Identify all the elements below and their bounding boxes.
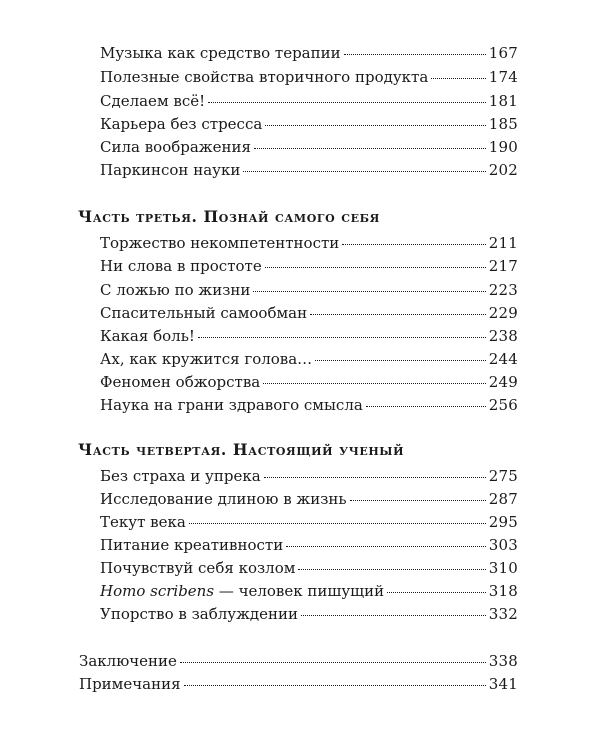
dot-leader <box>198 325 486 338</box>
toc-entry-title: Ах, как кружится голова… <box>100 350 313 368</box>
dot-leader <box>208 90 486 103</box>
dot-leader <box>189 511 486 524</box>
toc-entry <box>100 160 518 180</box>
toc-entry-title <box>100 581 384 601</box>
toc-entry <box>100 535 518 555</box>
toc-entry-page: 190 <box>488 138 518 156</box>
toc-entry-title: Полезные свойства вторичного продукта <box>100 68 429 86</box>
toc-entry <box>100 466 518 486</box>
toc-entry-title: Музыка как средство терапии <box>100 44 341 62</box>
toc-entry <box>100 326 518 346</box>
toc-entry <box>79 651 518 671</box>
toc-entry-page: 174 <box>488 68 518 86</box>
toc-entry <box>100 395 518 415</box>
part-four-heading: Часть четвертая. Настоящий ученый <box>78 440 405 459</box>
toc-entry-title: С ложью по жизни <box>100 281 251 299</box>
toc-entry <box>100 604 518 624</box>
toc-entry-title-italic: Homo scribens <box>100 582 215 600</box>
toc-entry-title: Какая боль! <box>100 327 195 345</box>
toc-entry-page: 310 <box>488 559 518 577</box>
toc-entry <box>100 280 518 300</box>
toc-entry-page: 256 <box>488 396 518 414</box>
part-three-heading: Часть третья. Познай самого себя <box>78 207 380 226</box>
toc-entry-page: 167 <box>488 44 518 62</box>
toc-entry-page: 229 <box>488 304 518 322</box>
toc-entry-page: 332 <box>488 605 518 623</box>
dot-leader <box>366 394 486 407</box>
toc-entry <box>100 67 518 87</box>
dot-leader <box>184 673 486 686</box>
toc-entry <box>100 137 518 157</box>
dot-leader <box>342 232 485 245</box>
toc-entry <box>100 43 518 63</box>
toc-entry <box>100 349 518 369</box>
dot-leader <box>301 603 486 616</box>
dot-leader <box>431 66 485 79</box>
toc-entry <box>100 489 518 509</box>
toc-entry-page: 217 <box>488 257 518 275</box>
dot-leader <box>180 650 486 663</box>
toc-entry-page: 202 <box>488 161 518 179</box>
toc-entry-title: Без страха и упрека <box>100 467 261 485</box>
toc-entry-page: 238 <box>488 327 518 345</box>
toc-entry-page: 244 <box>488 350 518 368</box>
toc-entry-page: 211 <box>488 234 518 252</box>
toc-entry <box>100 372 518 392</box>
toc-entry-title: Ни слова в простоте <box>100 257 262 275</box>
toc-entry-page: 185 <box>488 115 518 133</box>
toc-entry-page: 303 <box>488 536 518 554</box>
toc-entry <box>100 581 518 601</box>
dot-leader <box>286 534 486 547</box>
dot-leader <box>315 348 486 361</box>
toc-entry-page: 341 <box>488 675 518 693</box>
toc-entry <box>100 91 518 111</box>
toc-entry-page: 287 <box>488 490 518 508</box>
toc-entry-title: Текут века <box>100 513 186 531</box>
toc-entry-title: Заключение <box>79 652 177 670</box>
toc-entry-title: Питание креативности <box>100 536 284 554</box>
toc-entry-page: 295 <box>488 513 518 531</box>
toc-entry <box>100 233 518 253</box>
toc-entry-title-rest: — человек пишущий <box>214 582 385 600</box>
toc-entry-page: 318 <box>488 582 518 600</box>
toc-entry-title: Сила воображения <box>100 138 251 156</box>
toc-entry-page: 275 <box>488 467 518 485</box>
dot-leader <box>264 465 486 478</box>
dot-leader <box>253 279 485 292</box>
toc-entry-title: Наука на грани здравого смысла <box>100 396 363 414</box>
dot-leader <box>263 371 486 384</box>
dot-leader <box>350 488 486 501</box>
toc-entry <box>100 303 518 323</box>
toc-entry-title: Карьера без стресса <box>100 115 263 133</box>
dot-leader <box>265 255 486 268</box>
toc-entry-title: Упорство в заблуждении <box>100 605 299 623</box>
toc-entry-page: 181 <box>488 92 518 110</box>
toc-entry-title: Почувствуй себя козлом <box>100 559 296 577</box>
toc-entry-title: Торжество некомпетентности <box>100 234 340 252</box>
toc-entry <box>100 256 518 276</box>
toc-entry <box>100 512 518 532</box>
toc-entry <box>100 558 518 578</box>
toc-entry <box>100 114 518 134</box>
dot-leader <box>344 42 486 55</box>
toc-entry-title: Феномен обжорства <box>100 373 261 391</box>
toc-entry-title: Паркинсон науки <box>100 161 241 179</box>
toc-entry-title: Спасительный самообман <box>100 304 308 322</box>
toc-entry <box>79 674 518 694</box>
toc-entry-page: 249 <box>488 373 518 391</box>
toc-entry-page: 223 <box>488 281 518 299</box>
dot-leader <box>265 113 485 126</box>
dot-leader <box>298 557 485 570</box>
dot-leader <box>310 302 486 315</box>
dot-leader <box>387 580 486 593</box>
toc-entry-title: Примечания <box>79 675 181 693</box>
dot-leader <box>243 159 485 172</box>
toc-entry-title: Исследование длиною в жизнь <box>100 490 347 508</box>
toc-entry-page: 338 <box>488 652 518 670</box>
dot-leader <box>254 136 486 149</box>
toc-entry-title: Сделаем всё! <box>100 92 206 110</box>
